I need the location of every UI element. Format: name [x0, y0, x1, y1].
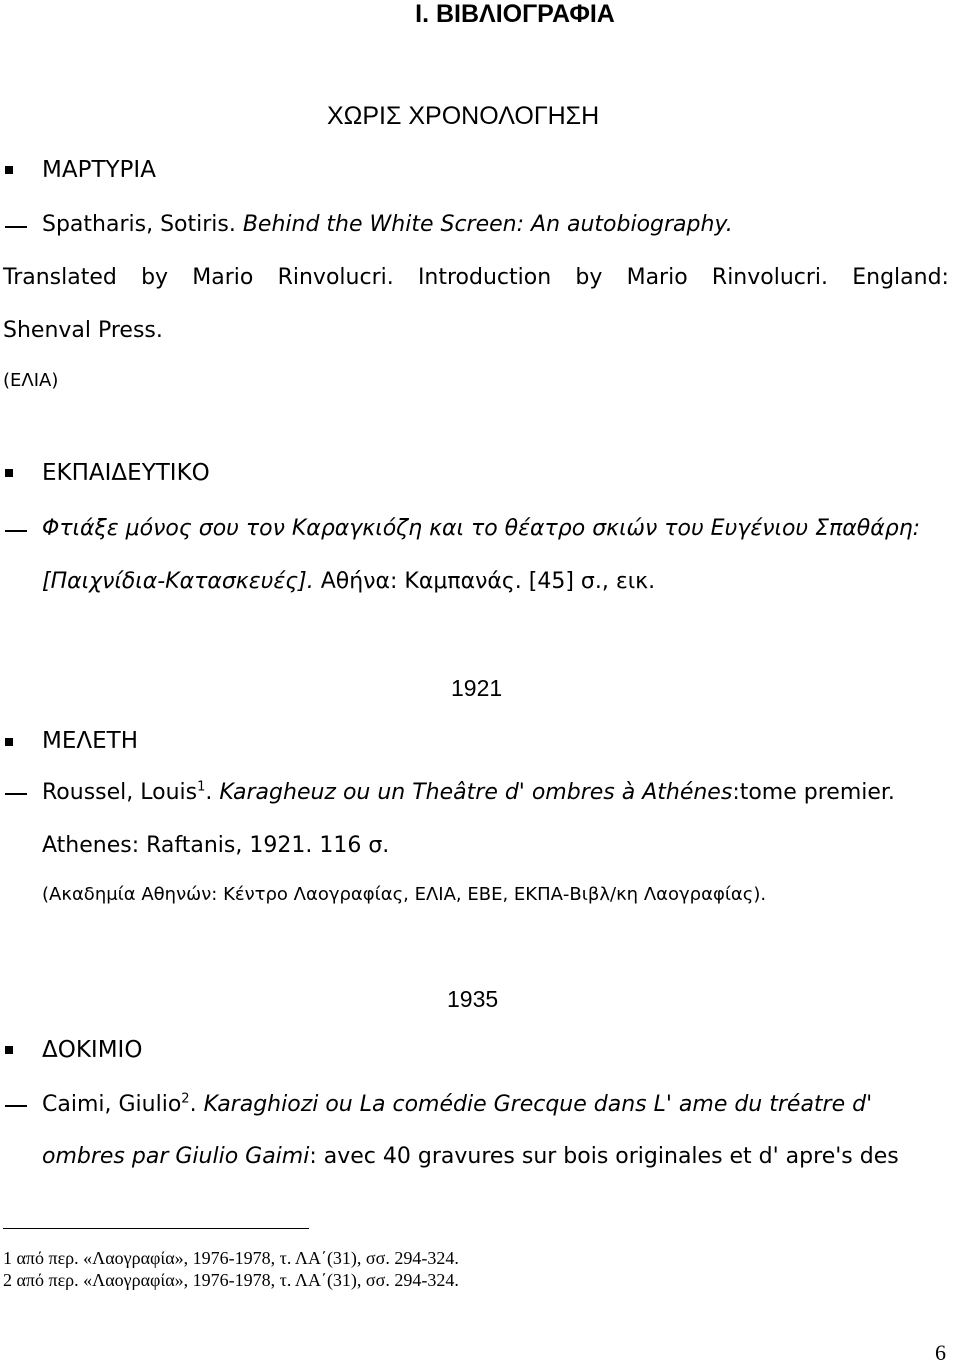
justified-word: Mario: [192, 265, 254, 290]
entry-location: (Ακαδημία Αθηνών: Κέντρο Λαογραφίας, ΕΛΙΑ, ΕΒΕ, ΕΚΠΑ-Βιβλ/κη Λαογραφίας).: [42, 884, 767, 905]
entry-author: Roussel, Louis: [42, 780, 198, 805]
justified-word: by: [141, 265, 169, 290]
entry-meleti-publication: Athenes: Raftanis, 1921. 116 σ.: [42, 833, 390, 858]
category-meleti: ΜΕΛΕΤΗ: [42, 728, 138, 754]
justified-word: Introduction: [417, 265, 552, 290]
justified-word: by: [575, 265, 603, 290]
entry-ekpaideutiko-line1: [42, 515, 920, 543]
entry-dokimio-line2: [42, 1143, 899, 1171]
entry-dokimio-line1: Caimi, Giulio$^2$. Karaghiozi ou La comédie Grecque dans L' ame du tréatre d': [42, 1091, 873, 1117]
dash-marker: [5, 530, 27, 532]
footnote-ref[interactable]: 1: [197, 779, 206, 795]
entry-title: Behind the White Screen: An autobiography.: [242, 212, 733, 237]
footnote-1: 1 από περ. «Λαογραφία», 1976-1978, τ. ΛΑ΄(31), σσ. 294-324.: [3, 1248, 459, 1268]
dash-marker: [5, 226, 27, 228]
year-heading-1921: 1921: [451, 675, 503, 701]
bullet-marker: [5, 1046, 13, 1054]
footnote-2: 2 από περ. «Λαογραφία», 1976-1978, τ. ΛΑ΄(31), σσ. 294-324.: [3, 1270, 459, 1290]
entry-ekpaideutiko-line2: [42, 568, 655, 596]
entry-title-cont: ombres par Giulio Gaimi: [42, 1144, 310, 1169]
justified-word: Mario: [626, 265, 688, 290]
dash-marker: [5, 793, 27, 795]
bullet-marker: [5, 738, 13, 746]
category-dokimio: ΔΟΚΙΜΙΟ: [42, 1037, 143, 1063]
entry-title-after: :tome premier.: [732, 780, 895, 805]
category-martyria: ΜΑΡΤΥΡΙΑ: [42, 157, 156, 183]
year-heading-1935: 1935: [447, 986, 499, 1012]
entry-publication: Αθήνα: Καμπανάς. [45] σ., εικ.: [313, 569, 656, 594]
entry-text: : avec 40 gravures sur bois originales et d' apre's des: [309, 1144, 899, 1169]
entry-martyria-line3: Shenval Press.: [3, 318, 163, 343]
dash-marker: [5, 1105, 27, 1107]
entry-meleti-line1: Roussel, Louis$^1$. Karagheuz ou un Theâtre d' ombres à Athénes:tome premier.: [42, 779, 895, 805]
entry-author: Caimi, Giulio: [42, 1092, 182, 1117]
footnote-ref[interactable]: 2: [181, 1091, 190, 1107]
footnote-separator: [3, 1228, 309, 1229]
justified-word: Translated: [3, 265, 117, 290]
entry-location: (ΕΛΙΑ): [3, 370, 59, 391]
entry-martyria-line2: [3, 264, 949, 292]
entry-title: Karagheuz ou un Theâtre d' ombres à Athénes: [219, 780, 733, 805]
entry-title: Φτιάξε μόνος σου τον Καραγκιόζη και το θέατρο σκιών του Ευγένιου Σπαθάρη:: [42, 516, 921, 541]
section-heading-undated: ΧΩΡΙΣ ΧΡΟΝΟΛΟΓΗΣΗ: [327, 102, 600, 130]
bullet-marker: [5, 469, 13, 477]
entry-title-cont: [Παιχνίδια-Κατασκευές].: [42, 569, 314, 594]
category-ekpaideutiko: ΕΚΠΑΙΔΕΥΤΙΚΟ: [42, 460, 210, 486]
entry-title: Karaghiozi ou La comédie Grecque dans L' ame du tréatre d': [203, 1092, 873, 1117]
entry-author: Spatharis, Sotiris.: [42, 212, 236, 237]
justified-word: Rinvolucri.: [711, 265, 829, 290]
justified-word: Rinvolucri.: [277, 265, 394, 290]
page-title: I. ΒΙΒΛΙΟΓΡΑΦΙΑ: [415, 0, 615, 28]
page-number: 6: [935, 1340, 946, 1365]
entry-martyria-line1: [42, 211, 733, 239]
justified-word: England:: [852, 265, 949, 290]
bullet-marker: [5, 166, 13, 174]
